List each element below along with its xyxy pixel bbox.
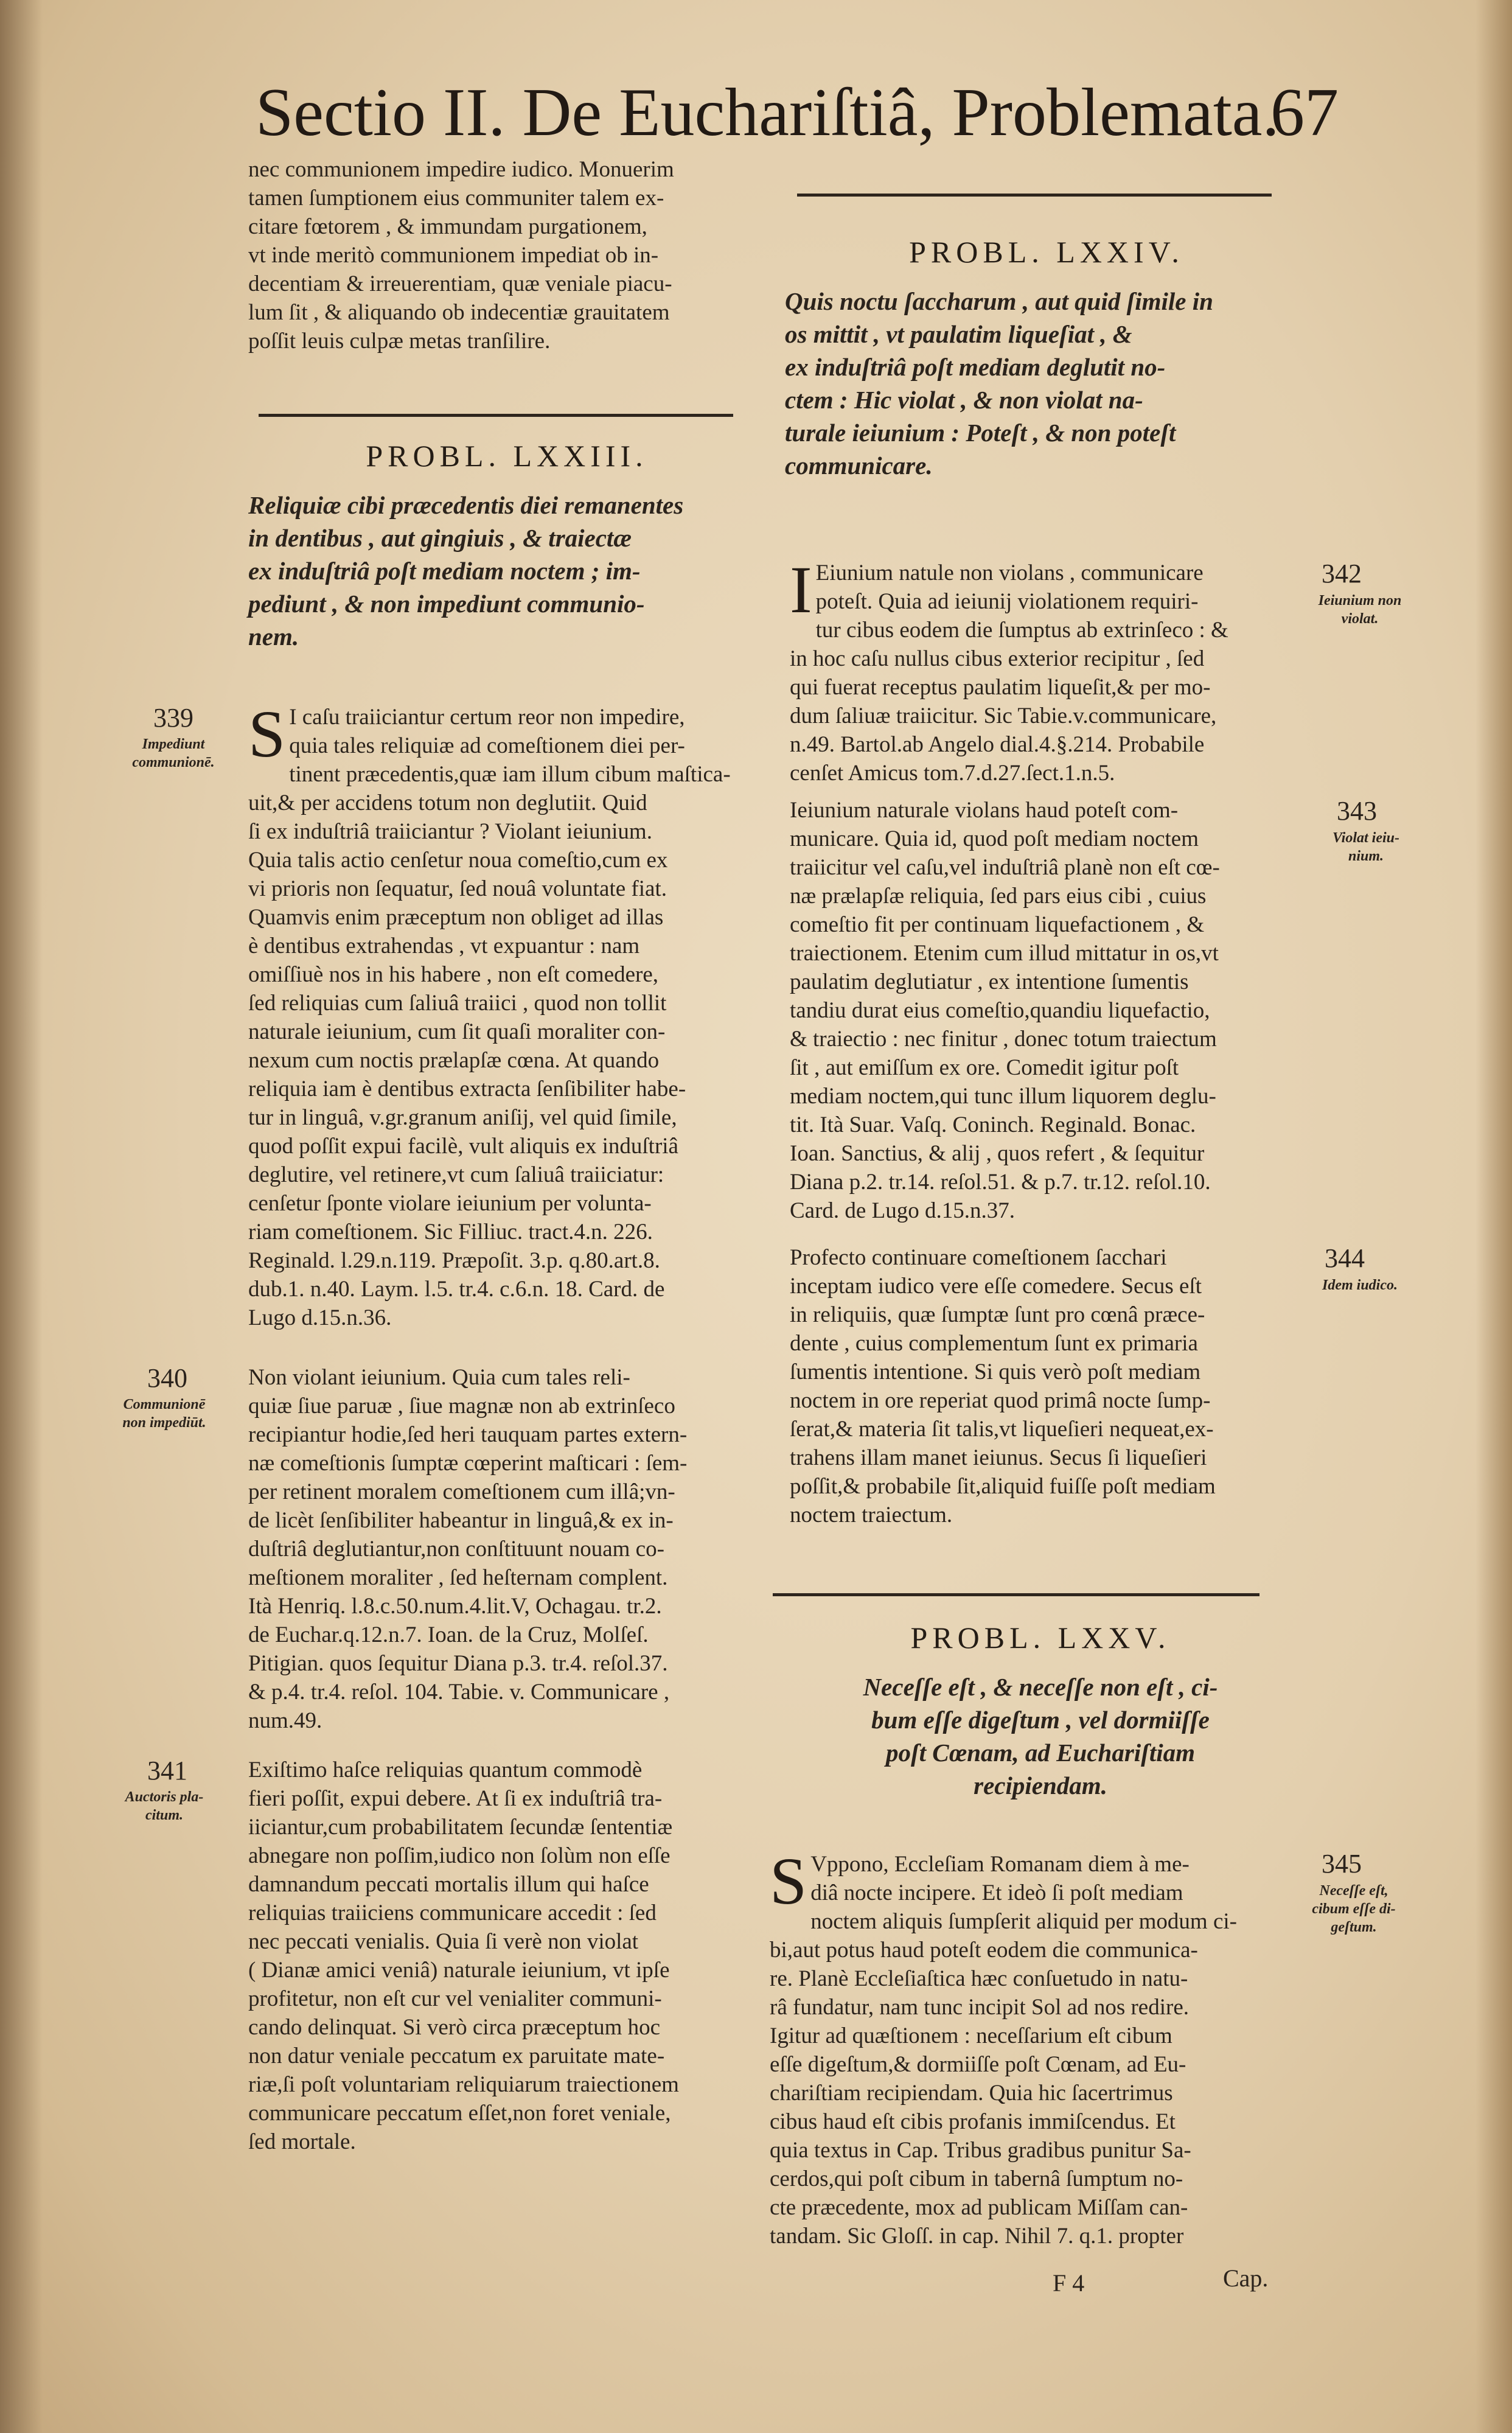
- text-line: profitetur, non eſt cur vel venialiter communi-: [248, 1986, 662, 2011]
- text-line: citum.: [145, 1807, 183, 1823]
- text-line: recipiantur hodie,ſed heri tauquam partes extern-: [248, 1422, 688, 1447]
- text-line: trahens illam manet ieiunus. Secus ſi liqueſieri: [790, 1445, 1207, 1470]
- text-line: ſed mortale.: [248, 2129, 356, 2154]
- text-line: paulatim deglutiatur , ex intentione ſumentis: [790, 969, 1189, 994]
- text-line: Impediunt: [142, 736, 205, 752]
- text-line: deglutire, vel retinere,vt cum ſaliuâ traiiciatur:: [248, 1162, 664, 1187]
- text-line: communionē.: [132, 755, 215, 770]
- question-line: nem.: [248, 623, 299, 651]
- section-rule: [773, 1593, 1259, 1596]
- problem-heading: PROBL. LXXIV.: [909, 235, 1184, 269]
- text-line: poteſt. Quia ad ieiunij violationem requiri-: [815, 589, 1199, 614]
- drop-cap: I: [790, 553, 812, 627]
- text-line: cibus haud eſt cibis profanis immiſcendus. Et: [770, 2109, 1176, 2134]
- margin-number-344: 344: [1325, 1243, 1365, 1273]
- text-line: meſtionem moraliter , ſed heſternam complent.: [248, 1565, 668, 1590]
- problem-question: [785, 285, 1308, 482]
- text-line: Vppono, Eccleſiam Romanam diem à me-: [810, 1852, 1190, 1877]
- text-line: reliquia iam è dentibus extracta ſenſibiliter habe-: [248, 1077, 686, 1101]
- drop-cap: S: [248, 697, 286, 771]
- text-line: Pitigian. quos ſequitur Diana p.3. tr.4. reſol.37.: [248, 1651, 668, 1676]
- text-line: râ fundatur, nam tunc incipit Sol ad nos redire.: [770, 1995, 1189, 2020]
- text-line: Ieiunium naturale violans haud poteſt com-: [790, 798, 1179, 823]
- text-line: tandiu durat eius comeſtio,quandiu liquefactio,: [790, 998, 1210, 1023]
- margin-note-344: [1302, 1276, 1418, 1294]
- text-line: tinent præcedentis,quæ iam illum cibum maſtica-: [289, 762, 731, 787]
- text-line: traiicitur vel caſu,vel induſtriâ planè non eſt cœ-: [790, 855, 1220, 880]
- text-line: Eiunium natule non violans , communicare: [815, 560, 1204, 585]
- text-line: in reliquiis, quæ ſumptæ ſunt pro cœnâ præce-: [790, 1302, 1205, 1327]
- text-line: tur cibus eodem die ſumptus ab extrinſeco : &: [815, 618, 1228, 643]
- text-line: de licèt ſenſibiliter habeantur in linguâ,& ex in-: [248, 1508, 674, 1533]
- text-line: iiciantur,cum probabilitatem ſecundæ ſententiæ: [248, 1815, 673, 1840]
- text-line: poſſit,& probabile ſit,aliquid fuiſſe poſt mediam: [790, 1474, 1216, 1499]
- text-line: Violat ieiu-: [1332, 830, 1399, 846]
- text-line: ſed reliquias cum ſaliuâ traiici , quod non tollit: [248, 991, 667, 1016]
- text-line: tit. Ità Suar. Vaſq. Coninch. Reginald. Bonac.: [790, 1112, 1196, 1137]
- text-line: Card. de Lugo d.15.n.37.: [790, 1198, 1015, 1223]
- drop-cap: S: [770, 1844, 807, 1918]
- margin-note-339: [116, 735, 231, 772]
- text-line: Lugo d.15.n.36.: [248, 1305, 392, 1330]
- question-line: communicare.: [785, 452, 933, 480]
- text-line: omiſſiuè nos in his habere , non eſt comedere,: [248, 962, 659, 987]
- problem-heading: PROBL. LXXV.: [910, 1621, 1171, 1655]
- problem-question: [779, 1670, 1302, 1802]
- question-line: os mittit , vt paulatim liqueſiat , &: [785, 320, 1132, 348]
- problem-74: [785, 234, 1308, 482]
- text-line: quod poſſit expui facilè, vult aliquis ex induſtriâ: [248, 1134, 678, 1159]
- text-line: traiectionem. Etenim cum illud mittatur in os,vt: [790, 941, 1219, 966]
- page-title: Sectio II. De Euchariſtiâ, Problemata.: [256, 75, 1280, 150]
- section-rule: [797, 194, 1272, 197]
- text-line: noctem in ore reperiat quod primâ nocte ſump-: [790, 1388, 1211, 1413]
- text-line: uit,& per accidens totum non deglutiit. Quid: [248, 791, 647, 815]
- text-line: & p.4. tr.4. reſol. 104. Tabie. v. Communicare ,: [248, 1680, 670, 1705]
- text-line: ſumentis intentione. Si quis verò poſt mediam: [790, 1360, 1201, 1384]
- margin-note-345: [1296, 1882, 1412, 1936]
- text-line: lum ſit , & aliquando ob indecentiæ grauitatem: [248, 300, 670, 325]
- text-line: cenſet Amicus tom.7.d.27.ſect.1.n.5.: [790, 761, 1115, 786]
- text-line: riæ,ſi poſt voluntariam reliquiarum traiectionem: [248, 2072, 679, 2097]
- text-line: citare fœtorem , & immundam purgationem,: [248, 214, 647, 239]
- text-line: Ità Henriq. l.8.c.50.num.4.lit.V, Ochagau. tr.2.: [248, 1594, 662, 1619]
- question-line: pediunt , & non impediunt communio-: [248, 590, 645, 618]
- paragraph-340: [248, 1363, 765, 1735]
- text-line: fieri poſſit, expui debere. At ſi ex induſtriâ tra-: [248, 1786, 663, 1811]
- problem-heading: PROBL. LXXIII.: [366, 439, 648, 473]
- text-line: I caſu traiiciantur certum reor non impedire,: [289, 705, 685, 730]
- text-line: quiæ ſiue paruæ , ſiue magnæ non ab extrinſeco: [248, 1394, 675, 1419]
- text-line: geſtum.: [1331, 1919, 1377, 1935]
- problem-question: [248, 489, 765, 653]
- signature-mark: F 4: [1053, 2269, 1085, 2297]
- text-line: dente , cuius complementum ſunt ex primaria: [790, 1331, 1198, 1356]
- margin-number-339: 339: [153, 703, 193, 733]
- text-line: vi prioris non ſequatur, ſed nouâ voluntate fiat.: [248, 876, 667, 901]
- text-line: Quamvis enim præceptum non obliget ad illas: [248, 905, 664, 930]
- margin-note-341: [106, 1788, 222, 1824]
- catchword: Cap.: [1223, 2264, 1269, 2292]
- text-line: & traiectio : nec finitur , donec totum traiectum: [790, 1027, 1217, 1052]
- text-line: inceptam iudico vere eſſe comedere. Secus eſt: [790, 1274, 1202, 1299]
- problem-73: [248, 438, 765, 653]
- text-line: quia tales reliquiæ ad comeſtionem diei per-: [289, 733, 685, 758]
- text-line: Auctoris pla-: [125, 1789, 204, 1805]
- text-line: Diana p.2. tr.14. reſol.51. & p.7. tr.12. reſol.10.: [790, 1170, 1211, 1195]
- text-line: Reginald. l.29.n.119. Præpoſit. 3.p. q.80.art.8.: [248, 1248, 660, 1273]
- question-line: Reliquiæ cibi præcedentis diei remanentes: [248, 491, 684, 519]
- margin-note-343: [1308, 829, 1424, 865]
- text-line: decentiam & irreuerentiam, quæ veniale piacu-: [248, 271, 672, 296]
- text-line: re. Planè Eccleſiaſtica hæc conſuetudo in natu-: [770, 1966, 1188, 1991]
- text-line: tur in linguâ, v.gr.granum aniſij, vel quid ſimile,: [248, 1105, 677, 1130]
- text-line: de Euchar.q.12.n.7. Ioan. de la Cruz, Molſeſ.: [248, 1622, 649, 1647]
- paragraph-339: [248, 697, 765, 1332]
- text-line: per retinent moralem comeſtionem cum illâ;vn-: [248, 1479, 675, 1504]
- text-line: ( Dianæ amici veniâ) naturale ieiunium, vt ipſe: [248, 1958, 670, 1983]
- text-line: quia textus in Cap. Tribus gradibus punitur Sa-: [770, 2138, 1191, 2163]
- paragraph-345: [770, 1844, 1293, 2250]
- paragraph-341: [248, 1756, 765, 2156]
- paragraph-342: [790, 553, 1313, 787]
- text-line: eſſe digeſtum,& dormiiſſe poſt Cœnam, ad Eu-: [770, 2052, 1186, 2077]
- text-line: nium.: [1348, 848, 1384, 864]
- text-line: communicare peccatum eſſet,non foret veniale,: [248, 2101, 671, 2126]
- text-line: Profecto continuare comeſtionem ſacchari: [790, 1245, 1167, 1270]
- margin-number-341: 341: [147, 1756, 187, 1785]
- question-line: in dentibus , aut gingiuis , & traiectæ: [248, 524, 632, 552]
- text-line: Exiſtimo haſce reliquias quantum commodè: [248, 1758, 643, 1782]
- text-line: Igitur ad quæſtionem : neceſſarium eſt cibum: [770, 2023, 1172, 2048]
- margin-number-345: 345: [1322, 1849, 1362, 1879]
- question-line: poſt Cœnam, ad Euchariſtiam: [885, 1739, 1195, 1767]
- text-line: næ prælapſæ reliquia, ſed pars eius cibi , cuius: [790, 884, 1207, 909]
- text-line: Neceſſe eſt,: [1319, 1883, 1388, 1899]
- text-line: duſtriâ deglutiantur,non conſtituunt nouam co-: [248, 1537, 664, 1562]
- text-line: cando delinquat. Si verò circa præceptum hoc: [248, 2015, 661, 2040]
- question-line: turale ieiunium : Poteſt , & non poteſt: [785, 419, 1176, 447]
- text-line: nexum cum noctis prælapſæ cœna. At quando: [248, 1048, 660, 1073]
- text-line: è dentibus extrahendas , vt expuantur : nam: [248, 934, 640, 958]
- text-line: riam comeſtionem. Sic Filliuc. tract.4.n. 226.: [248, 1220, 653, 1244]
- text-line: n.49. Bartol.ab Angelo dial.4.§.214. Probabile: [790, 732, 1205, 757]
- text-line: mediam noctem,qui tunc illum liquorem deglu-: [790, 1084, 1216, 1109]
- paragraph-344: [790, 1243, 1313, 1529]
- question-line: bum eſſe digeſtum , vel dormiiſſe: [871, 1706, 1210, 1734]
- text-line: qui fuerat receptus paulatim liqueſit,& per mo-: [790, 675, 1211, 700]
- text-line: næ comeſtionis ſumptæ cœperint maſticari : ſem-: [248, 1451, 688, 1476]
- text-line: cenſetur ſponte violare ieiunium per volunta-: [248, 1191, 652, 1216]
- question-line: ctem : Hic violat , & non violat na-: [785, 386, 1143, 414]
- text-line: Ieiunium non: [1318, 593, 1402, 609]
- question-line: ex induſtriâ poſt mediam deglutit no-: [785, 353, 1166, 381]
- text-line: Quia talis actio cenſetur noua comeſtio,cum ex: [248, 848, 668, 873]
- text-line: comeſtio fit per continuam liquefactionem , &: [790, 912, 1205, 937]
- running-header: [256, 70, 1339, 155]
- text-line: diâ nocte incipere. Et ideò ſi poſt mediam: [810, 1880, 1183, 1905]
- text-line: cte præcedente, mox ad publicam Miſſam can-: [770, 2195, 1188, 2220]
- margin-note-342: [1302, 592, 1418, 628]
- margin-number-342: 342: [1322, 559, 1362, 588]
- text-line: noctem traiectum.: [790, 1503, 953, 1527]
- question-line: recipiendam.: [974, 1772, 1107, 1799]
- text-line: ſit , aut emiſſum ex ore. Comedit igitur poſt: [790, 1055, 1179, 1080]
- text-line: municare. Quia id, quod poſt mediam noctem: [790, 826, 1199, 851]
- text-line: bi,aut potus haud poteſt eodem die communica-: [770, 1938, 1198, 1963]
- text-line: damnandum peccati mortalis illum qui haſce: [248, 1872, 649, 1897]
- text-line: cibum eſſe di-: [1312, 1901, 1396, 1917]
- text-line: nec peccati venialis. Quia ſi verè non violat: [248, 1929, 639, 1954]
- text-line: naturale ieiunium, cum ſit quaſi moraliter con-: [248, 1019, 666, 1044]
- text-line: ſi ex induſtriâ traiiciantur ? Violant ieiunium.: [248, 819, 652, 844]
- text-line: violat.: [1341, 611, 1379, 627]
- text-line: chariſtiam recipiendam. Quia hic ſacertrimus: [770, 2081, 1173, 2106]
- text-line: tandam. Sic Gloſſ. in cap. Nihil 7. q.1. propter: [770, 2224, 1184, 2249]
- page-number: 67: [1270, 75, 1339, 150]
- text-line: in hoc caſu nullus cibus exterior recipitur , ſed: [790, 646, 1205, 671]
- text-line: Communionē: [123, 1397, 206, 1412]
- text-line: Ioan. Sanctius, & alij , quos refert , & ſequitur: [790, 1141, 1205, 1166]
- text-line: noctem aliquis ſumpſerit aliquid per modum ci-: [810, 1909, 1237, 1934]
- question-line: Neceſſe eſt , & neceſſe non eſt , ci-: [863, 1673, 1218, 1701]
- text-line: ſerat,& materia ſit talis,vt liqueſieri nequeat,ex-: [790, 1417, 1214, 1442]
- text-line: num.49.: [248, 1708, 322, 1733]
- text-line: dub.1. n.40. Laym. l.5. tr.4. c.6.n. 18. Card. de: [248, 1277, 665, 1302]
- continued-paragraph: [248, 155, 765, 355]
- text-line: reliquias traiiciens communicare accedit : ſed: [248, 1901, 657, 1925]
- text-line: cerdos,qui poſt cibum in tabernâ ſumptum no-: [770, 2166, 1183, 2191]
- text-line: vt inde meritò communionem impediat ob in-: [248, 243, 659, 268]
- margin-number-340: 340: [147, 1363, 187, 1393]
- text-line: non datur veniale peccatum ex paruitate mate-: [248, 2044, 665, 2068]
- problem-75: [779, 1620, 1302, 1802]
- text-line: poſſit leuis culpæ metas tranſilire.: [248, 329, 551, 354]
- text-line: tamen ſumptionem eius communiter talem ex-: [248, 186, 664, 211]
- text-line: abnegare non poſſim,iudico non ſolùm non eſſe: [248, 1843, 671, 1868]
- left-column-top: [248, 155, 765, 355]
- paragraph-343: [790, 796, 1313, 1225]
- question-line: ex induſtriâ poſt mediam noctem ; im-: [248, 557, 641, 585]
- text-line: Non violant ieiunium. Quia cum tales reli-: [248, 1365, 630, 1390]
- margin-note-340: [106, 1395, 222, 1432]
- margin-number-343: 343: [1337, 796, 1377, 826]
- text-line: non impediūt.: [122, 1415, 206, 1431]
- question-line: Quis noctu ſaccharum , aut quid ſimile in: [785, 287, 1213, 315]
- section-rule: [259, 414, 733, 417]
- text-line: Idem iudico.: [1322, 1277, 1398, 1293]
- text-line: nec communionem impedire iudico. Monuerim: [248, 157, 674, 182]
- text-line: dum ſaliuæ traiicitur. Sic Tabie.v.communicare,: [790, 703, 1217, 728]
